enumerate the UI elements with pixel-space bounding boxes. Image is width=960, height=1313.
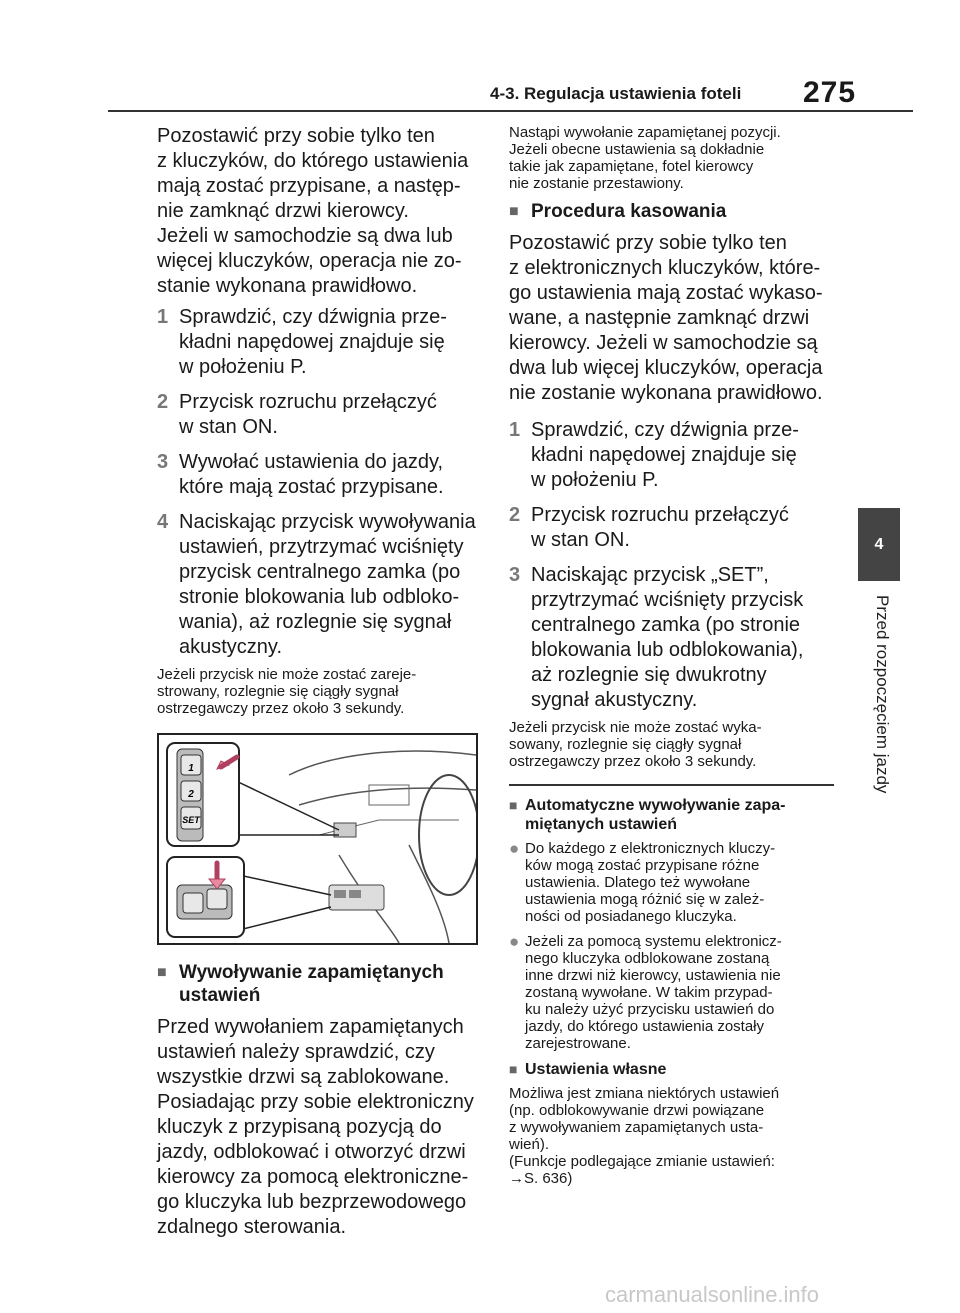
step-item bbox=[509, 503, 834, 553]
list-item bbox=[509, 933, 834, 1052]
intro-paragraph: Pozostawić przy sobie tylko ten z kluczyków, do którego ustawienia mają zostać przypisane, a następ- nie zamknąć drzwi kierowcy. Jeżeli w samochodzie są dwa lub więcej kluczyków, operacja nie zo- stanie wykonana prawidłowo. bbox=[157, 125, 469, 297]
step-item bbox=[509, 418, 834, 493]
watermark: carmanualsonline.info bbox=[605, 1282, 820, 1307]
step-number: 2 bbox=[509, 504, 521, 526]
step-item bbox=[157, 450, 479, 500]
step-text: Przycisk rozruchu przełączyć w stan ON. bbox=[531, 504, 789, 551]
circle-bullet-icon: ● bbox=[509, 932, 520, 951]
own-settings-heading bbox=[509, 1060, 834, 1079]
bullet-text: Jeżeli za pomocą systemu elektronicz- nego kluczyka odblokowane zostaną inne drzwi niż kierowcy, ustawienia nie zostaną wywołane. W takim przypad- ku należy użyć przycisku ustawień do jazdy, do którego ustawienia zostały zarejestrowane. bbox=[525, 933, 782, 1052]
recall-paragraph: Przed wywołaniem zapamiętanych ustawień należy sprawdzić, czy wszystkie drzwi są zablokowane. Posiadając przy sobie elektroniczny kluczyk z przypisaną pozycją do jazdy, odblokować i otworzyć drzwi kierowcy za pomocą elektroniczne- go kluczyka lub bezprzewodowego zdalnego sterowania. bbox=[157, 1016, 474, 1238]
step-text: Sprawdzić, czy dźwignia prze- kładni napędowej znajduje się w położeniu P. bbox=[179, 306, 447, 378]
recall-heading bbox=[157, 961, 479, 1007]
chapter-label: Przed rozpoczęciem jazdy bbox=[873, 595, 892, 794]
step-number: 3 bbox=[509, 564, 521, 586]
memory-buttons-illustration bbox=[157, 733, 478, 945]
circle-bullet-icon: ● bbox=[509, 839, 520, 858]
erase-note: Jeżeli przycisk nie może zostać wyka- sowany, rozlegnie się ciągły sygnał ostrzegawczy przez około 3 sekundy. bbox=[509, 719, 762, 770]
page-number: 275 bbox=[803, 76, 857, 109]
step-text: Przycisk rozruchu przełączyć w stan ON. bbox=[179, 391, 437, 438]
recall-heading-text: Wywoływanie zapamiętanych ustawień bbox=[179, 962, 444, 1006]
erase-heading-text: Procedura kasowania bbox=[531, 201, 727, 222]
step-item bbox=[509, 563, 834, 713]
step-text: Sprawdzić, czy dźwignia prze- kładni napędowej znajduje się w położeniu P. bbox=[531, 419, 799, 491]
section-title: 4-3. Regulacja ustawienia foteli bbox=[490, 84, 742, 103]
erase-heading bbox=[509, 200, 834, 223]
left-column bbox=[157, 124, 479, 1246]
erase-paragraph: Pozostawić przy sobie tylko ten z elektronicznych kluczyków, które- go ustawienia mają zostać wykaso- wane, a następnie zamknąć drzwi kierowcy. Jeżeli w samochodzie są dwa lub więcej kluczyków, operacja nie zostanie wykonana prawidłowo. bbox=[509, 232, 823, 404]
button-2-label: 2 bbox=[188, 789, 194, 800]
register-note: Jeżeli przycisk nie może zostać zareje- strowany, rozlegnie się ciągły sygnał ostrzegawczy przez około 3 sekundy. bbox=[157, 666, 417, 717]
header-rule bbox=[108, 110, 913, 112]
step-text: Wywołać ustawienia do jazdy, które mają zostać przypisane. bbox=[179, 451, 444, 498]
list-item bbox=[509, 840, 834, 925]
illustration-drawing bbox=[159, 735, 476, 943]
step-number: 1 bbox=[157, 306, 169, 328]
auto-recall-heading bbox=[509, 796, 834, 834]
square-bullet-icon: ■ bbox=[509, 203, 519, 220]
square-bullet-icon: ■ bbox=[509, 797, 518, 813]
chapter-tab bbox=[858, 508, 900, 581]
right-column bbox=[509, 124, 834, 1193]
chapter-number: 4 bbox=[874, 535, 884, 553]
step-number: 4 bbox=[157, 511, 169, 533]
additional-info bbox=[509, 784, 834, 1187]
button-1-label: 1 bbox=[188, 763, 194, 774]
auto-recall-heading-text: Automatyczne wywoływanie zapa- miętanych ustawień bbox=[525, 797, 786, 833]
step-number: 1 bbox=[509, 419, 521, 441]
step-number: 3 bbox=[157, 451, 169, 473]
own-settings-text: Możliwa jest zmiana niektórych ustawień (np. odblokowywanie drzwi powiązane z wywoływaniem zapamiętanych usta- wień). (Funkcje podlegające zmianie ustawień: →S. 636) bbox=[509, 1085, 780, 1187]
step-number: 2 bbox=[157, 391, 169, 413]
square-bullet-icon: ■ bbox=[157, 964, 167, 981]
recall-result-note: Nastąpi wywołanie zapamiętanej pozycji. Jeżeli obecne ustawienia są dokładnie takie jak zapamiętane, fotel kierowcy nie zostanie przestawiony. bbox=[509, 124, 781, 192]
step-text: Naciskając przycisk „SET”, przytrzymać wciśnięty przycisk centralnego zamka (po stronie blokowania lub odblokowania), aż rozlegnie się dwukrotny sygnał akustyczny. bbox=[531, 564, 804, 711]
step-text: Naciskając przycisk wywoływania ustawień, przytrzymać wciśnięty przycisk centralnego zamka (po stronie blokowania lub odbloko- wania), aż rozlegnie się sygnał akustyczny. bbox=[179, 511, 476, 658]
set-button-label: SET bbox=[182, 815, 200, 825]
step-item bbox=[157, 510, 479, 660]
step-item bbox=[157, 390, 479, 440]
step-item bbox=[157, 305, 479, 380]
own-settings-heading-text: Ustawienia własne bbox=[525, 1061, 667, 1078]
square-bullet-icon: ■ bbox=[509, 1061, 518, 1077]
bullet-text: Do każdego z elektronicznych kluczy- ków mogą zostać przypisane różne ustawienia. Dlatego też wywołane ustawienia mogą różnić się w zależ- ności od posiadanego kluczyka. bbox=[525, 840, 776, 925]
